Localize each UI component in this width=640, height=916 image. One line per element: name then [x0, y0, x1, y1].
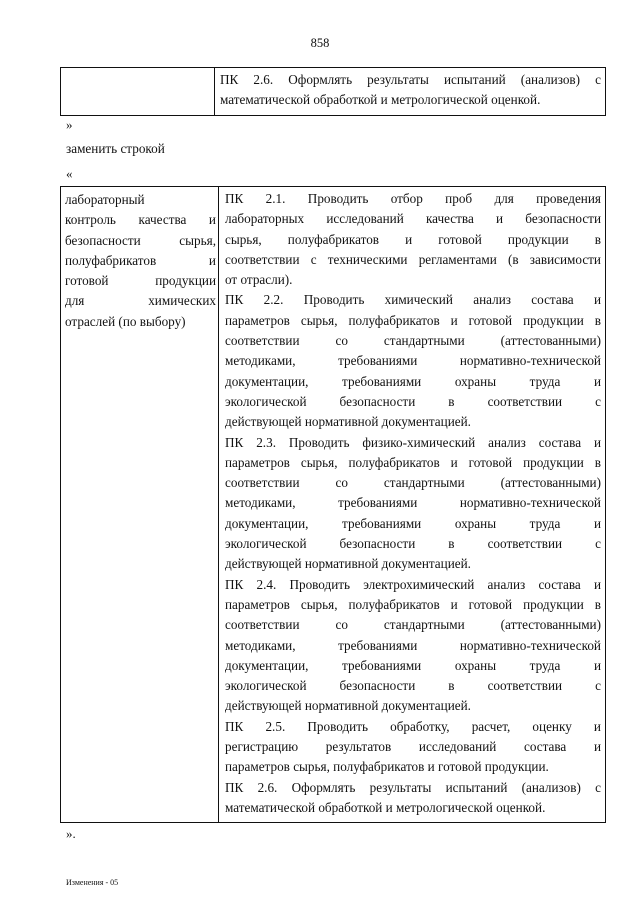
top-table-text-cell — [215, 68, 606, 116]
footer-note: Изменения - 05 — [66, 878, 119, 887]
open-quote: « — [66, 166, 73, 181]
right-line: соответствии со стандартными (аттестованными) — [225, 333, 601, 349]
right-line: действующей нормативной документацией. — [225, 556, 471, 572]
right-line: соответствии со стандартными (аттестованными) — [225, 617, 601, 633]
right-line: параметров сырья, полуфабрикатов и готовой продукции в — [225, 312, 601, 328]
right-line: методиками, требованиями нормативно-технической — [225, 495, 601, 511]
right-line: параметров сырья, полуфабрикатов и готовой продукции в — [225, 454, 601, 470]
left-line: контроль качества и — [65, 212, 216, 228]
right-line: документации, требованиями охраны труда и — [225, 373, 601, 389]
right-line: ПК 2.5. Проводить обработку, расчет, оценку и — [225, 718, 601, 734]
right-line: ПК 2.3. Проводить физико-химический анализ состава и — [225, 434, 601, 450]
top-line: ПК 2.6. Оформлять результаты испытаний (анализов) с — [220, 72, 601, 87]
right-line: соответствии со стандартными (аттестованными) — [225, 475, 601, 491]
right-line: действующей нормативной документацией. — [225, 698, 471, 714]
right-line: ПК 2.4. Проводить электрохимический анализ состава и — [225, 576, 601, 592]
left-line: для химических — [65, 293, 216, 309]
left-line: готовой продукции — [65, 273, 216, 289]
right-line: действующей нормативной документацией. — [225, 414, 471, 430]
right-line: сырья, полуфабрикатов и готовой продукции в — [225, 231, 601, 247]
right-line: экологической безопасности в соответствии с — [225, 536, 601, 552]
top-table — [60, 67, 606, 116]
left-line: безопасности сырья, — [65, 232, 216, 248]
right-line: математической обработкой и метрологической оценкой. — [225, 799, 546, 815]
top-line: математической обработкой и метрологической оценкой. — [220, 92, 541, 108]
right-line: методиками, требованиями нормативно-технической — [225, 637, 601, 653]
right-line: ПК 2.1. Проводить отбор проб для проведения — [225, 191, 601, 206]
right-line: параметров сырья, полуфабрикатов и готовой продукции. — [225, 759, 549, 775]
right-line: экологической безопасности в соответствии с — [225, 678, 601, 694]
right-line: лабораторных исследований качества и безопасности — [225, 211, 601, 227]
right-line: регистрацию результатов исследований состава и — [225, 739, 601, 755]
left-line: отраслей (по выбору) — [65, 313, 186, 329]
right-line: ПК 2.6. Оформлять результаты испытаний (анализов) с — [225, 779, 601, 795]
right-line: документации, требованиями охраны труда и — [225, 515, 601, 531]
left-line: лабораторный — [65, 192, 145, 207]
main-table-left-cell — [61, 187, 219, 823]
close-quote-final: ». — [66, 826, 76, 841]
right-line: документации, требованиями охраны труда и — [225, 657, 601, 673]
close-quote: » — [66, 117, 73, 132]
top-table-empty-cell — [61, 68, 215, 116]
page-number: 858 — [310, 36, 330, 50]
right-line: методиками, требованиями нормативно-технической — [225, 353, 601, 369]
right-line: параметров сырья, полуфабрикатов и готовой продукции в — [225, 596, 601, 612]
replace-instruction: заменить строкой — [66, 141, 165, 156]
right-line: ПК 2.2. Проводить химический анализ состава и — [225, 292, 601, 308]
right-line: экологической безопасности в соответствии с — [225, 393, 601, 409]
left-line: полуфабрикатов и — [65, 252, 216, 268]
main-table — [60, 186, 606, 823]
right-line: от отрасли). — [225, 272, 293, 288]
right-line: соответствии с техническими регламентами (в зависимости — [225, 251, 601, 267]
main-table-right-cell — [219, 187, 606, 823]
